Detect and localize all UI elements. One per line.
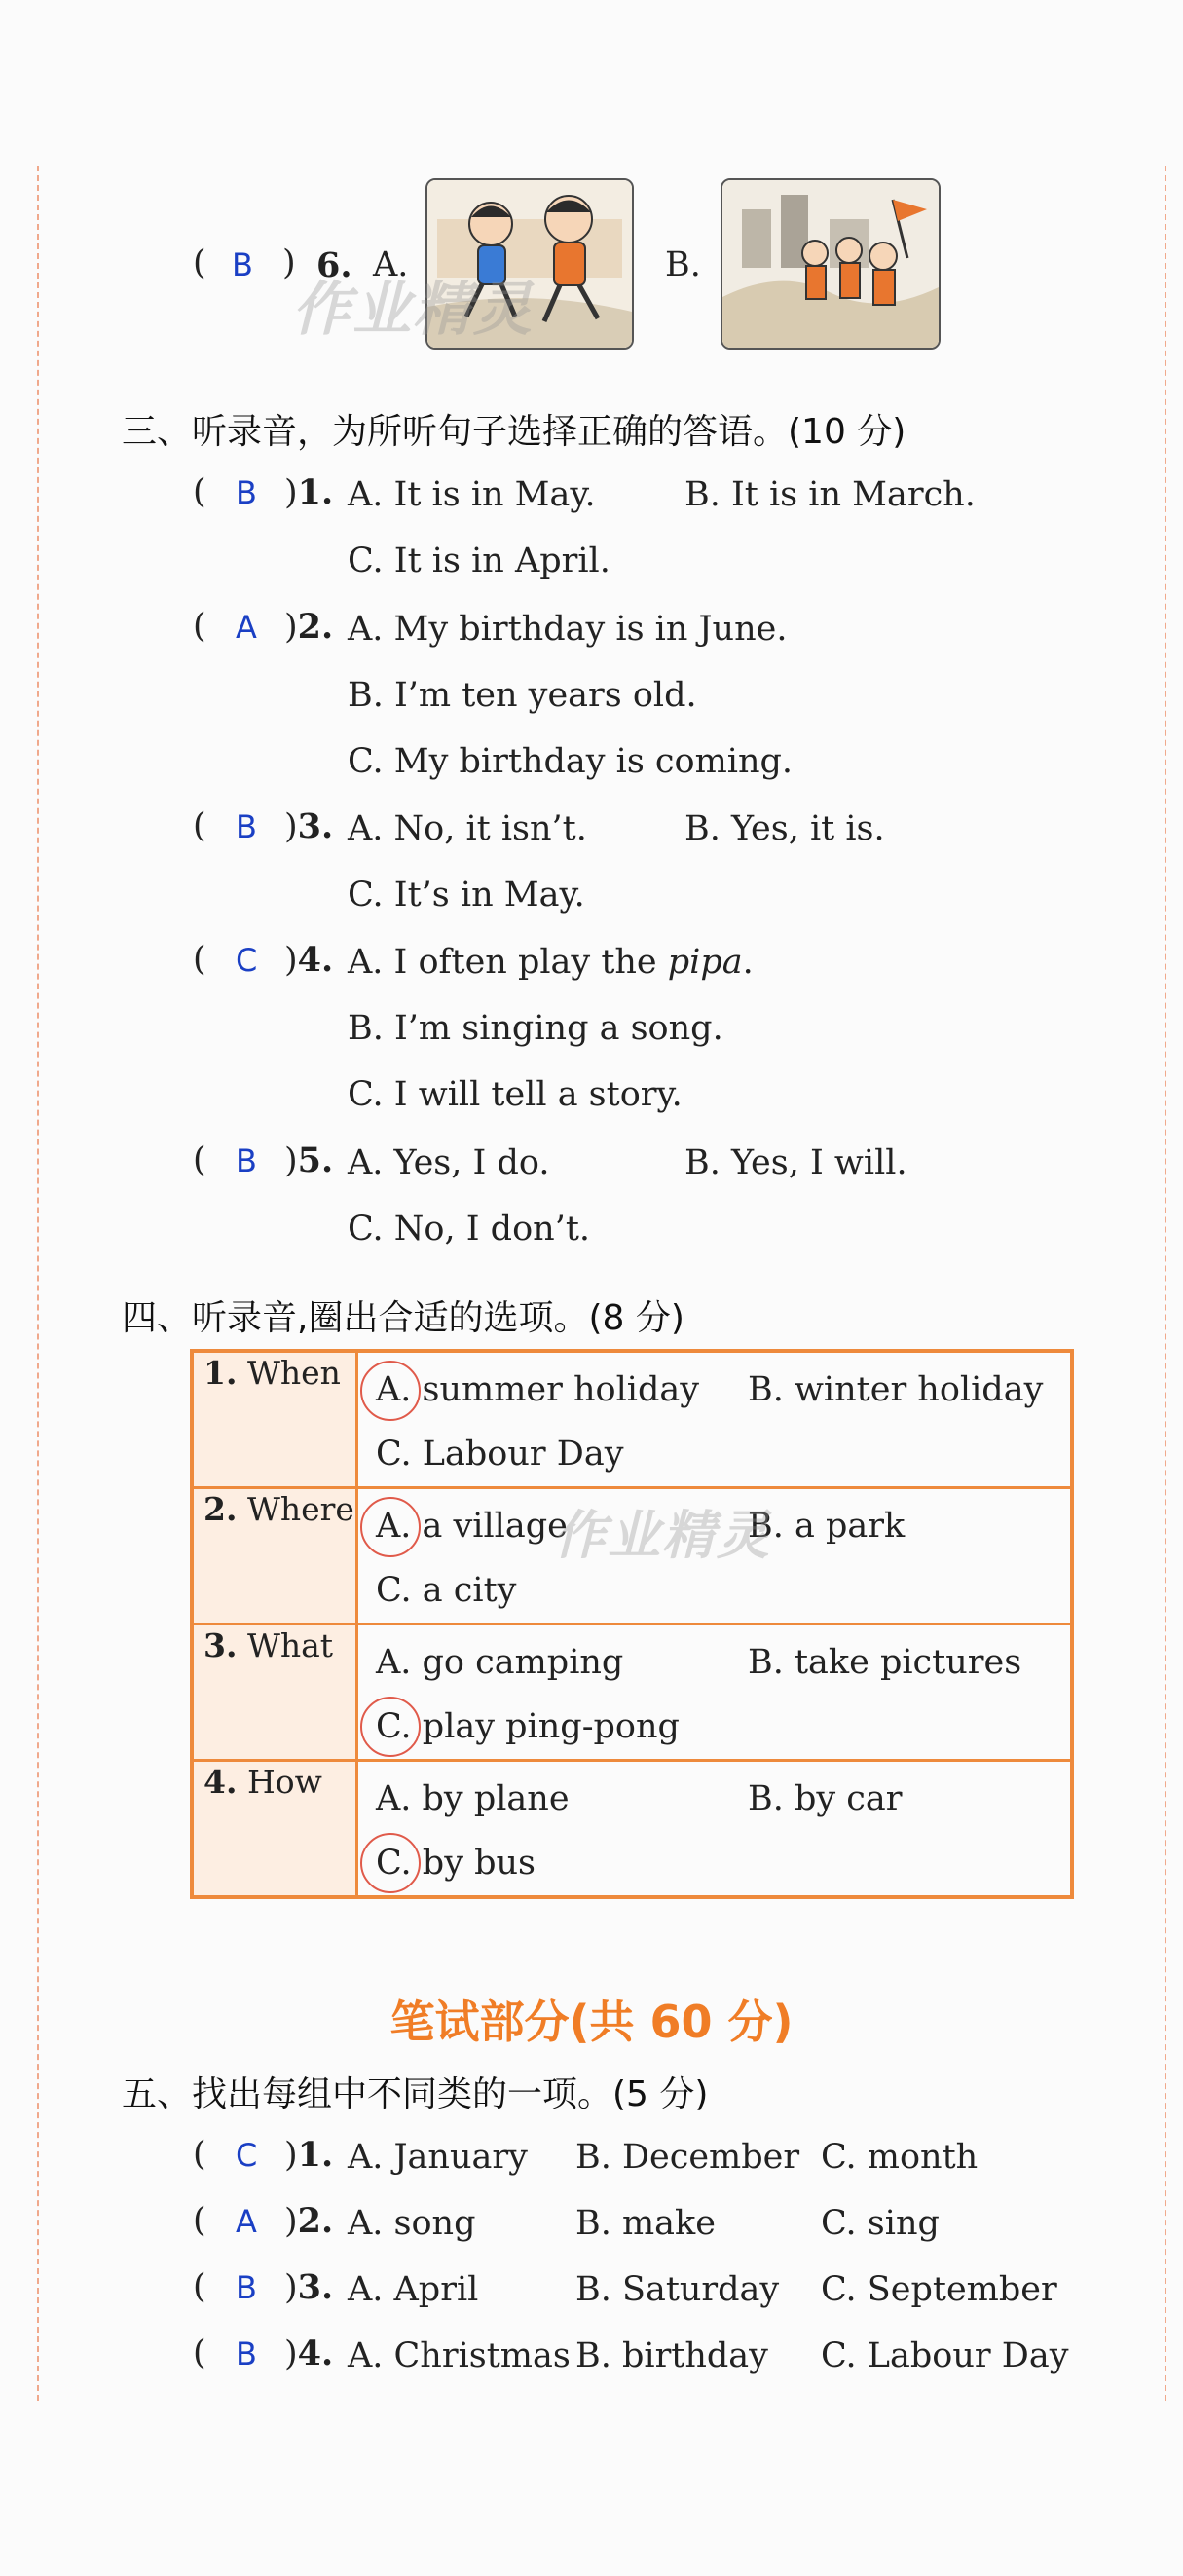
question-number: 3.	[297, 2267, 334, 2307]
option-b: B. Yes, it is.	[684, 809, 885, 848]
option-b: B. December	[575, 2138, 800, 2177]
answer-letter: C	[236, 2137, 258, 2174]
question-number: 2.	[297, 607, 334, 647]
option-a: A. No, it isn’t.	[348, 809, 587, 848]
option-b: B. I’m singing a song.	[348, 1009, 723, 1048]
answer-letter: B	[236, 2335, 257, 2372]
question-cell: 4. How	[192, 1761, 357, 1898]
answer-paren: (	[193, 243, 206, 282]
answer-letter: A	[236, 609, 257, 646]
table-row	[192, 1624, 1072, 1761]
option-b: B. take pictures	[748, 1643, 1022, 1682]
option-c: C. No, I don’t.	[348, 1210, 591, 1249]
option-a: A. April	[348, 2270, 479, 2309]
table-row	[192, 1488, 1072, 1624]
question-number: 4.	[297, 940, 334, 980]
option-c: C. It is in April.	[348, 541, 610, 580]
option-b: B. by car	[748, 1779, 903, 1818]
question-cell: 1. When	[192, 1351, 357, 1488]
option-a: A. Yes, I do.	[348, 1143, 550, 1182]
options-cell	[357, 1488, 1073, 1624]
answer-circle	[360, 1361, 421, 1421]
option-b-label: B.	[665, 245, 701, 284]
picture-children-climbing-mountain	[721, 178, 941, 350]
option-c: C. I will tell a story.	[348, 1075, 683, 1114]
option-c: C. Labour Day	[376, 1435, 624, 1474]
option-b: B. Yes, I will.	[684, 1143, 907, 1182]
answer-circle	[360, 1833, 421, 1893]
option-a: A. It is in May.	[348, 475, 596, 514]
question-number: 3.	[297, 806, 334, 846]
answer-letter: B	[236, 808, 257, 845]
option-a: A. by plane	[376, 1779, 570, 1818]
question-number: 5.	[297, 1140, 334, 1180]
left-dashed-margin	[37, 166, 39, 2401]
option-c: C. play ping-pong	[376, 1707, 680, 1746]
section3-heading: 三、听录音，为所听句子选择正确的答语。(10 分)	[122, 412, 906, 452]
question-number: 1.	[297, 2135, 334, 2175]
option-c: C. It’s in May.	[348, 876, 585, 915]
option-b: B. winter holiday	[748, 1370, 1044, 1409]
answer-letter: B	[232, 246, 253, 283]
written-part-title: 笔试部分(共 60 分)	[389, 1996, 794, 2048]
option-a: A. My birthday is in June.	[348, 610, 788, 649]
option-a: A. January	[348, 2138, 528, 2177]
watermark-text: 作业精灵	[292, 276, 534, 344]
right-dashed-margin	[1165, 166, 1166, 2401]
answer-letter: B	[236, 2269, 257, 2306]
option-c: C. Labour Day	[821, 2336, 1069, 2375]
option-c: C. sing	[821, 2204, 940, 2243]
option-a: A. go camping	[376, 1643, 624, 1682]
question-number: 2.	[297, 2201, 334, 2241]
answer-letter: A	[236, 2203, 257, 2240]
option-a: A. Christmas	[348, 2336, 571, 2375]
option-c: C. month	[821, 2138, 979, 2177]
table-row	[192, 1761, 1072, 1898]
table-row	[192, 1351, 1072, 1488]
answer-circle	[360, 1697, 421, 1757]
answer-letter: C	[236, 942, 258, 979]
section5-heading: 五、找出每组中不同类的一项。(5 分)	[122, 2074, 709, 2114]
options-cell	[357, 1351, 1073, 1488]
option-a: A. song	[348, 2204, 476, 2243]
option-a: A. I often play the pipa.	[348, 943, 754, 982]
listening-choice-table	[190, 1349, 1074, 1899]
option-a: A. summer holiday	[376, 1370, 700, 1409]
question-cell: 3. What	[192, 1624, 357, 1761]
question-number: 1.	[297, 472, 334, 512]
answer-circle	[360, 1497, 421, 1557]
options-cell	[357, 1624, 1073, 1761]
option-b: B. birthday	[575, 2336, 768, 2375]
option-b: B. It is in March.	[684, 475, 976, 514]
option-a-label: A.	[373, 245, 409, 284]
option-c: C. September	[821, 2270, 1057, 2309]
option-c: C. by bus	[376, 1844, 536, 1883]
option-c: C. My birthday is coming.	[348, 742, 794, 781]
answer-letter: B	[236, 474, 257, 511]
option-b: B. Saturday	[575, 2270, 780, 2309]
question-number: 4.	[297, 2333, 334, 2373]
watermark-text: 作业精灵	[553, 1505, 771, 1566]
question-number: 6.	[316, 245, 352, 285]
section4-heading: 四、听录音,圈出合适的选项。(8 分)	[122, 1298, 684, 1338]
answer-letter: B	[236, 1142, 257, 1179]
option-b: B. I’m ten years old.	[348, 676, 697, 715]
option-c: C. a city	[376, 1571, 517, 1610]
option-b: B. a park	[748, 1507, 906, 1546]
answer-paren: )	[282, 243, 296, 282]
question-cell: 2. Where	[192, 1488, 357, 1624]
options-cell	[357, 1761, 1073, 1898]
option-a: A. a village	[376, 1507, 568, 1546]
option-b: B. make	[575, 2204, 716, 2243]
